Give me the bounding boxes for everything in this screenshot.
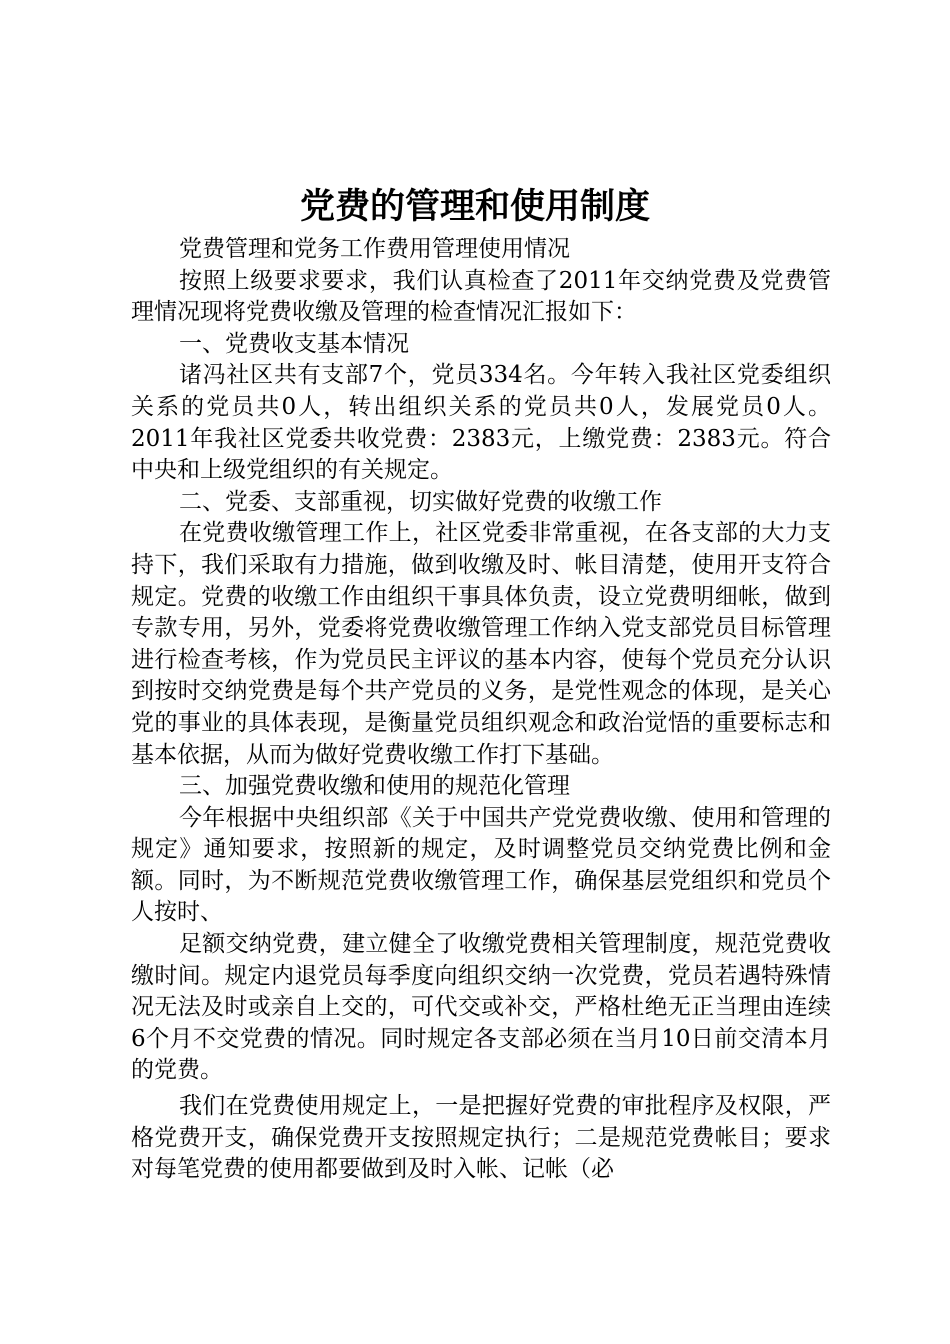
section-heading-1: 一、党费收支基本情况 xyxy=(179,330,409,357)
paragraph-subtitle: 党费管理和党务工作费用管理使用情况 xyxy=(179,236,570,262)
paragraph-section-3b: 足额交纳党费，建立健全了收缴党费相关管理制度，规范党费收缴时间。规定内退党员每季度向组织交纳一次党费，党员若遇特殊情况无法及时或亲自上交的，可代交或补交，严格杜绝无正当理由连续6个月不交党费的情况。同时规定各支部必须在当月10日前交清本月的党费。 xyxy=(131,931,831,1084)
section-heading-2: 二、党委、支部重视，切实做好党费的收缴工作 xyxy=(179,488,662,515)
document-body xyxy=(131,234,831,1186)
paragraph-section-3a: 今年根据中央组织部《关于中国共产党党费收缴、使用和管理的规定》通知要求，按照新的规定，及时调整党员交纳党费比例和金额。同时，为不断规范党费收缴管理工作，确保基层党组织和党员个人按时、 xyxy=(131,804,831,926)
section-heading-3: 三、加强党费收缴和使用的规范化管理 xyxy=(179,773,570,800)
paragraph-section-1: 诸冯社区共有支部7个，党员334名。今年转入我社区党委组织关系的党员共0人，转出组织关系的党员共0人，发展党员0人。2011年我社区党委共收党费：2383元，上缴党费：2383元。符合中央和上级党组织的有关规定。 xyxy=(131,362,831,484)
paragraph-intro: 按照上级要求要求，我们认真检查了2011年交纳党费及党费管理情况现将党费收缴及管理的检查情况汇报如下： xyxy=(131,267,831,326)
document-title: 党费的管理和使用制度 xyxy=(299,186,650,227)
paragraph-section-2: 在党费收缴管理工作上，社区党委非常重视，在各支部的大力支持下，我们采取有力措施，做到收缴及时、帐目清楚，使用开支符合规定。党费的收缴工作由组织干事具体负责，设立党费明细帐，做到专款专用，另外，党委将党费收缴管理工作纳入党支部党员目标管理进行检查考核，作为党员民主评议的基本内容，使每个党员充分认识到按时交纳党费是每个共产党员的义务，是党性观念的体现，是关心党的事业的具体表现，是衡量党员组织观念和政治觉悟的重要标志和基本依据，从而为做好党费收缴工作打下基础。 xyxy=(131,520,831,768)
paragraph-section-3c: 我们在党费使用规定上，一是把握好党费的审批程序及权限，严格党费开支，确保党费开支按照规定执行；二是规范党费帐目；要求对每笔党费的使用都要做到及时入帐、记帐（必 xyxy=(131,1093,831,1183)
